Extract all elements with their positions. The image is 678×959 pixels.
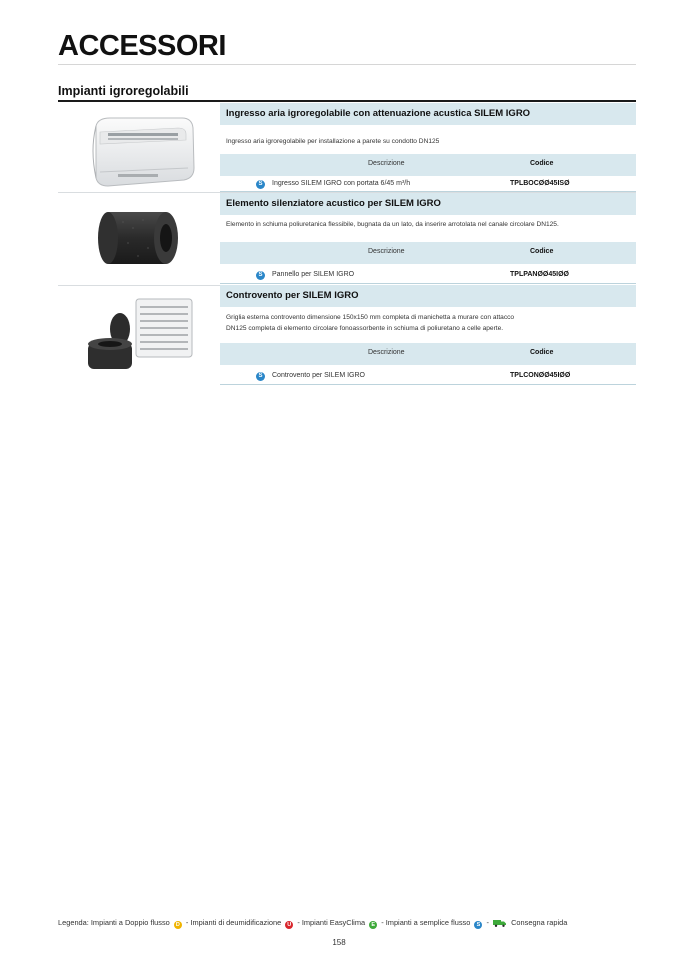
- dehumidification-badge: U: [285, 921, 293, 929]
- table-row: [220, 369, 636, 385]
- row-code: TPLCONØØ45IØØ: [510, 372, 571, 379]
- row-divider: [220, 283, 636, 284]
- row-description: Controvento per SILEM IGRO: [272, 372, 365, 379]
- table-header: [220, 154, 636, 176]
- simple-flow-badge: S: [474, 921, 482, 929]
- section-divider: [58, 100, 636, 102]
- table-header: [220, 343, 636, 365]
- row-code: TPLBOCØØ45ISØ: [510, 180, 570, 187]
- wall-air-inlet-image: [78, 110, 198, 190]
- row-description: Pannello per SILEM IGRO: [272, 271, 355, 278]
- product-title: Controvento per SILEM IGRO: [226, 290, 359, 301]
- product-header: [220, 193, 636, 215]
- row-description: Ingresso SILEM IGRO con portata 6/45 m³/h: [272, 180, 411, 187]
- product-description: Ingresso aria igroregolabile per installazione a parete su condotto DN125: [226, 138, 440, 145]
- title-divider: [58, 64, 636, 65]
- column-header-code: Codice: [530, 248, 554, 255]
- easyclima-badge: E: [369, 921, 377, 929]
- legend-easyclima: - Impianti EasyClima: [297, 918, 366, 927]
- column-header-code: Codice: [530, 160, 554, 167]
- simple-flow-badge: S: [256, 372, 265, 381]
- truck-icon: [493, 919, 507, 927]
- external-grille-image: [78, 291, 198, 375]
- product-controvento: [58, 285, 636, 385]
- row-code: TPLPANØØ45IØØ: [510, 271, 569, 278]
- simple-flow-badge: S: [256, 180, 265, 189]
- product-title: Ingresso aria igroregolabile con attenuazione acustica SILEM IGRO: [226, 108, 531, 119]
- description-line: DN125 completa di elemento circolare fonoassorbente in schiuma di poliuretano a celle aperte.: [226, 325, 504, 332]
- product-header: [220, 103, 636, 125]
- product-description: Elemento in schiuma poliuretanica flessibile, bugnata da un lato, da inserire arrotolata nel canale circolare DN125.: [226, 221, 559, 228]
- simple-flow-badge: S: [256, 271, 265, 280]
- page-number: 158: [332, 938, 346, 947]
- double-flow-badge: D: [174, 921, 182, 929]
- table-row: [220, 268, 636, 284]
- legend-fast-delivery: Consegna rapida: [511, 918, 568, 927]
- legend-simple-flow: - Impianti a semplice flusso: [381, 918, 471, 927]
- table-header: [220, 242, 636, 264]
- product-elemento-silenziatore: [58, 192, 636, 284]
- column-header-code: Codice: [530, 349, 554, 356]
- description-line: Griglia esterna controvento dimensione 150x150 mm completa di manichetta a murare con attacco: [226, 314, 515, 321]
- column-header-description: Descrizione: [368, 349, 405, 356]
- product-description: [226, 312, 626, 334]
- product-ingresso-aria: [58, 103, 636, 192]
- product-header: [220, 285, 636, 307]
- legend-separator: -: [486, 918, 489, 927]
- legend-dehumidification: - Impianti di deumidificazione: [185, 918, 282, 927]
- section-title: Impianti igroregolabili: [58, 84, 189, 98]
- page-title: ACCESSORI: [58, 30, 226, 62]
- column-header-description: Descrizione: [368, 248, 405, 255]
- product-title: Elemento silenziatore acustico per SILEM IGRO: [226, 198, 441, 209]
- column-header-description: Descrizione: [368, 160, 405, 167]
- legend-prefix: Legenda: Impianti a Doppio flusso: [58, 918, 170, 927]
- foam-silencer-image: [78, 198, 198, 278]
- row-divider: [220, 384, 636, 385]
- legend: [58, 918, 567, 929]
